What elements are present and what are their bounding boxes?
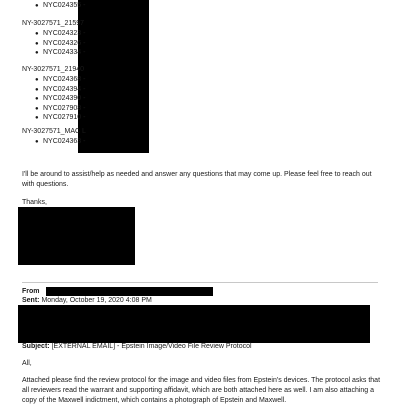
group-header: NY-3027571_21940: [22, 66, 85, 73]
list-item: ● NYC024355 -: [35, 2, 86, 9]
list-item: ● NYC027908 -: [35, 104, 86, 112]
subject-value: [EXTERNAL EMAIL] - Epstein Image/Video File Review Protocol: [51, 343, 252, 350]
list-item: ● NYC024323 -: [35, 30, 86, 37]
list-item: ● NYC024363 -: [35, 138, 86, 145]
separator-rule: [22, 282, 378, 283]
file-list: [35, 137, 85, 147]
sent-value: Monday, October 19, 2020 4:08 PM: [41, 297, 152, 304]
list-item: ● NYC024394 -: [35, 85, 86, 93]
bullet-icon: ●: [35, 139, 39, 145]
list-item: ● NYC024390 -: [35, 95, 86, 102]
bullet-icon: ●: [35, 50, 39, 56]
bullet-icon: ●: [35, 115, 39, 121]
bullet-icon: ●: [35, 40, 39, 47]
bullet-icon: ●: [35, 77, 39, 83]
sent-label: Sent:: [22, 297, 40, 304]
closing-paragraph: I'll be around to assist/help as needed and answer any questions that may come up. Please feel free to reach out with questions.: [22, 171, 372, 188]
file-list: [35, 29, 85, 58]
list-item: ● NYC024334 -: [35, 49, 86, 56]
bullet-icon: ●: [35, 86, 39, 93]
thanks-line: Thanks,: [22, 199, 47, 206]
from-label: From: [22, 288, 40, 295]
bullet-icon: ●: [35, 31, 39, 37]
bullet-icon: ●: [35, 96, 39, 102]
greeting: All,: [22, 360, 32, 367]
bullet-icon: ●: [35, 3, 39, 9]
redaction-block: [78, 0, 149, 153]
group-header: NY-3027571_MAC L: [22, 128, 86, 135]
recipients-redaction: [18, 305, 370, 343]
subject-label: Subject:: [22, 343, 50, 350]
group-header: NY-3027571_21597: [22, 20, 85, 27]
email-body: Attached please find the review protocol for the image and video files from Epstein's devices. The protocol asks that all reviewers read the warrant and supporting affidavit, which are both attached here as well. I am also attaching a copy of the Maxwell indictment, which contains a photograph of Epstein and Maxwell.: [22, 377, 381, 404]
bullet-icon: ●: [35, 105, 39, 112]
file-list: [35, 75, 85, 123]
list-item: ● NYC024326 -: [35, 39, 86, 47]
file-list: [35, 1, 85, 11]
subject-line: [22, 342, 252, 352]
list-item: ● NYC027910 -: [35, 114, 86, 121]
from-redaction: [46, 287, 213, 296]
signature-redaction: [18, 207, 135, 265]
list-item: ● NYC024368 -: [35, 76, 86, 83]
